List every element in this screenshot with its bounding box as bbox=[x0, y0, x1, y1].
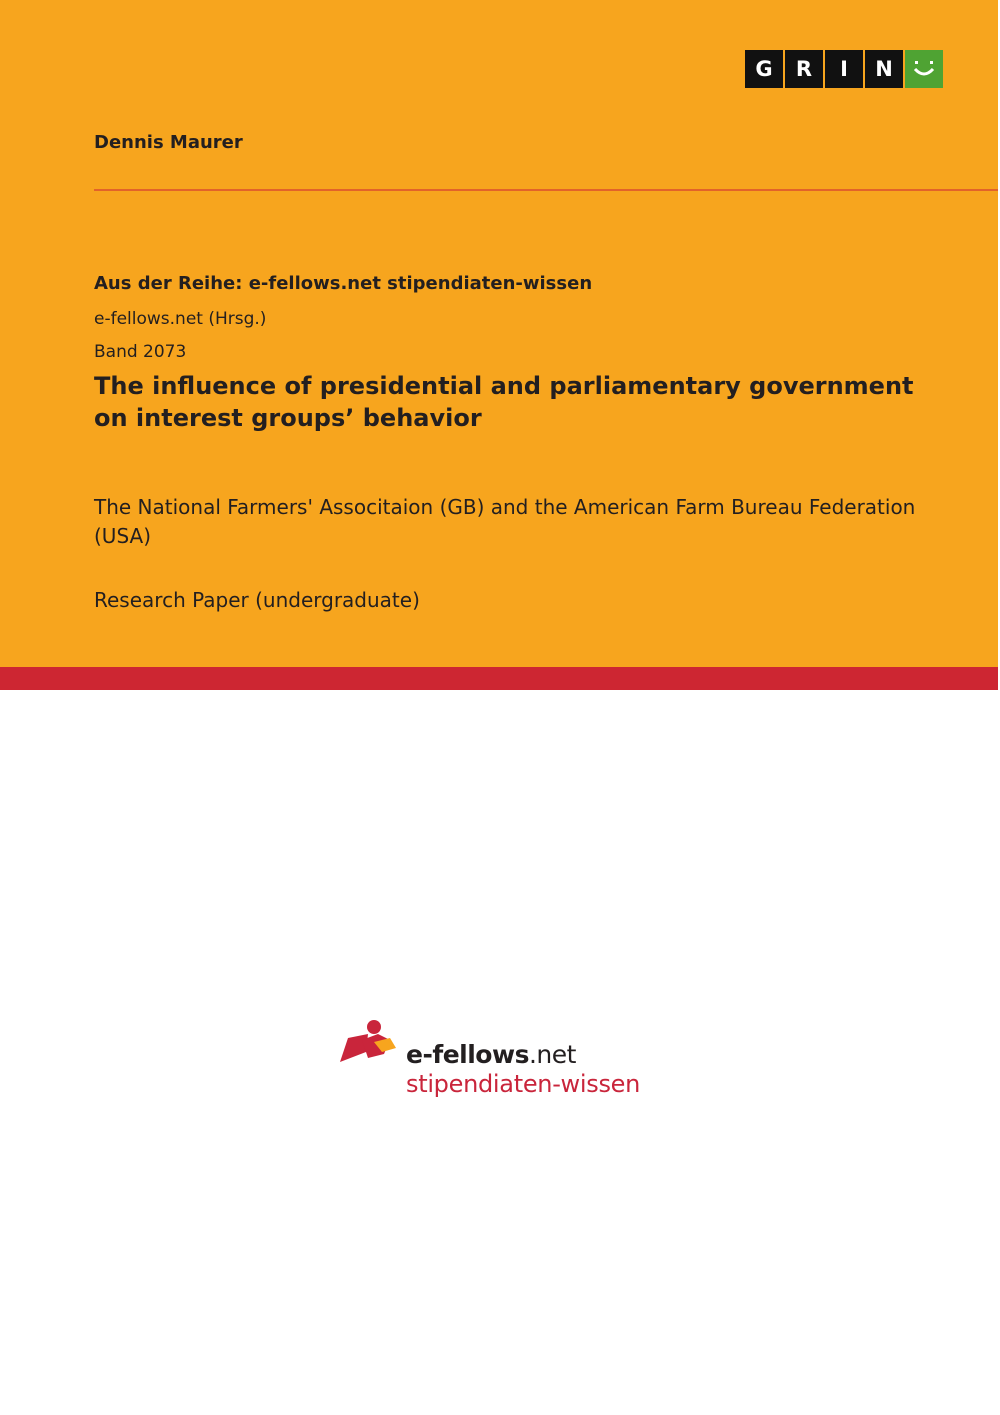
grin-letter-i: I bbox=[825, 50, 863, 88]
editor-line: e-fellows.net (Hrsg.) bbox=[94, 309, 267, 329]
series-line: Aus der Reihe: e-fellows.net stipendiaten-wissen bbox=[94, 273, 593, 294]
document-title: The influence of presidential and parliamentary government on interest groups’ behavior bbox=[94, 372, 914, 432]
e-fellows-mark-icon bbox=[338, 1018, 400, 1070]
smile-icon bbox=[905, 50, 943, 88]
cover-band bbox=[0, 0, 998, 667]
e-fellows-logo bbox=[338, 1018, 678, 1108]
volume-line: Band 2073 bbox=[94, 342, 187, 362]
grin-letter-n: N bbox=[865, 50, 903, 88]
document-type: Research Paper (undergraduate) bbox=[94, 588, 420, 612]
e-fellows-wordmark-light: .net bbox=[528, 1040, 576, 1069]
grin-letter-g: G bbox=[745, 50, 783, 88]
accent-band bbox=[0, 667, 998, 690]
grin-logo bbox=[745, 50, 943, 88]
divider bbox=[94, 189, 998, 191]
e-fellows-wordmark-bold: e-fellows bbox=[406, 1040, 529, 1069]
grin-letter-r: R bbox=[785, 50, 823, 88]
e-fellows-wordmark bbox=[406, 1040, 576, 1069]
author-name: Dennis Maurer bbox=[94, 132, 243, 153]
document-subtitle: The National Farmers' Associtaion (GB) and the American Farm Bureau Federation (USA) bbox=[94, 495, 916, 548]
e-fellows-tagline: stipendiaten-wissen bbox=[406, 1070, 641, 1098]
